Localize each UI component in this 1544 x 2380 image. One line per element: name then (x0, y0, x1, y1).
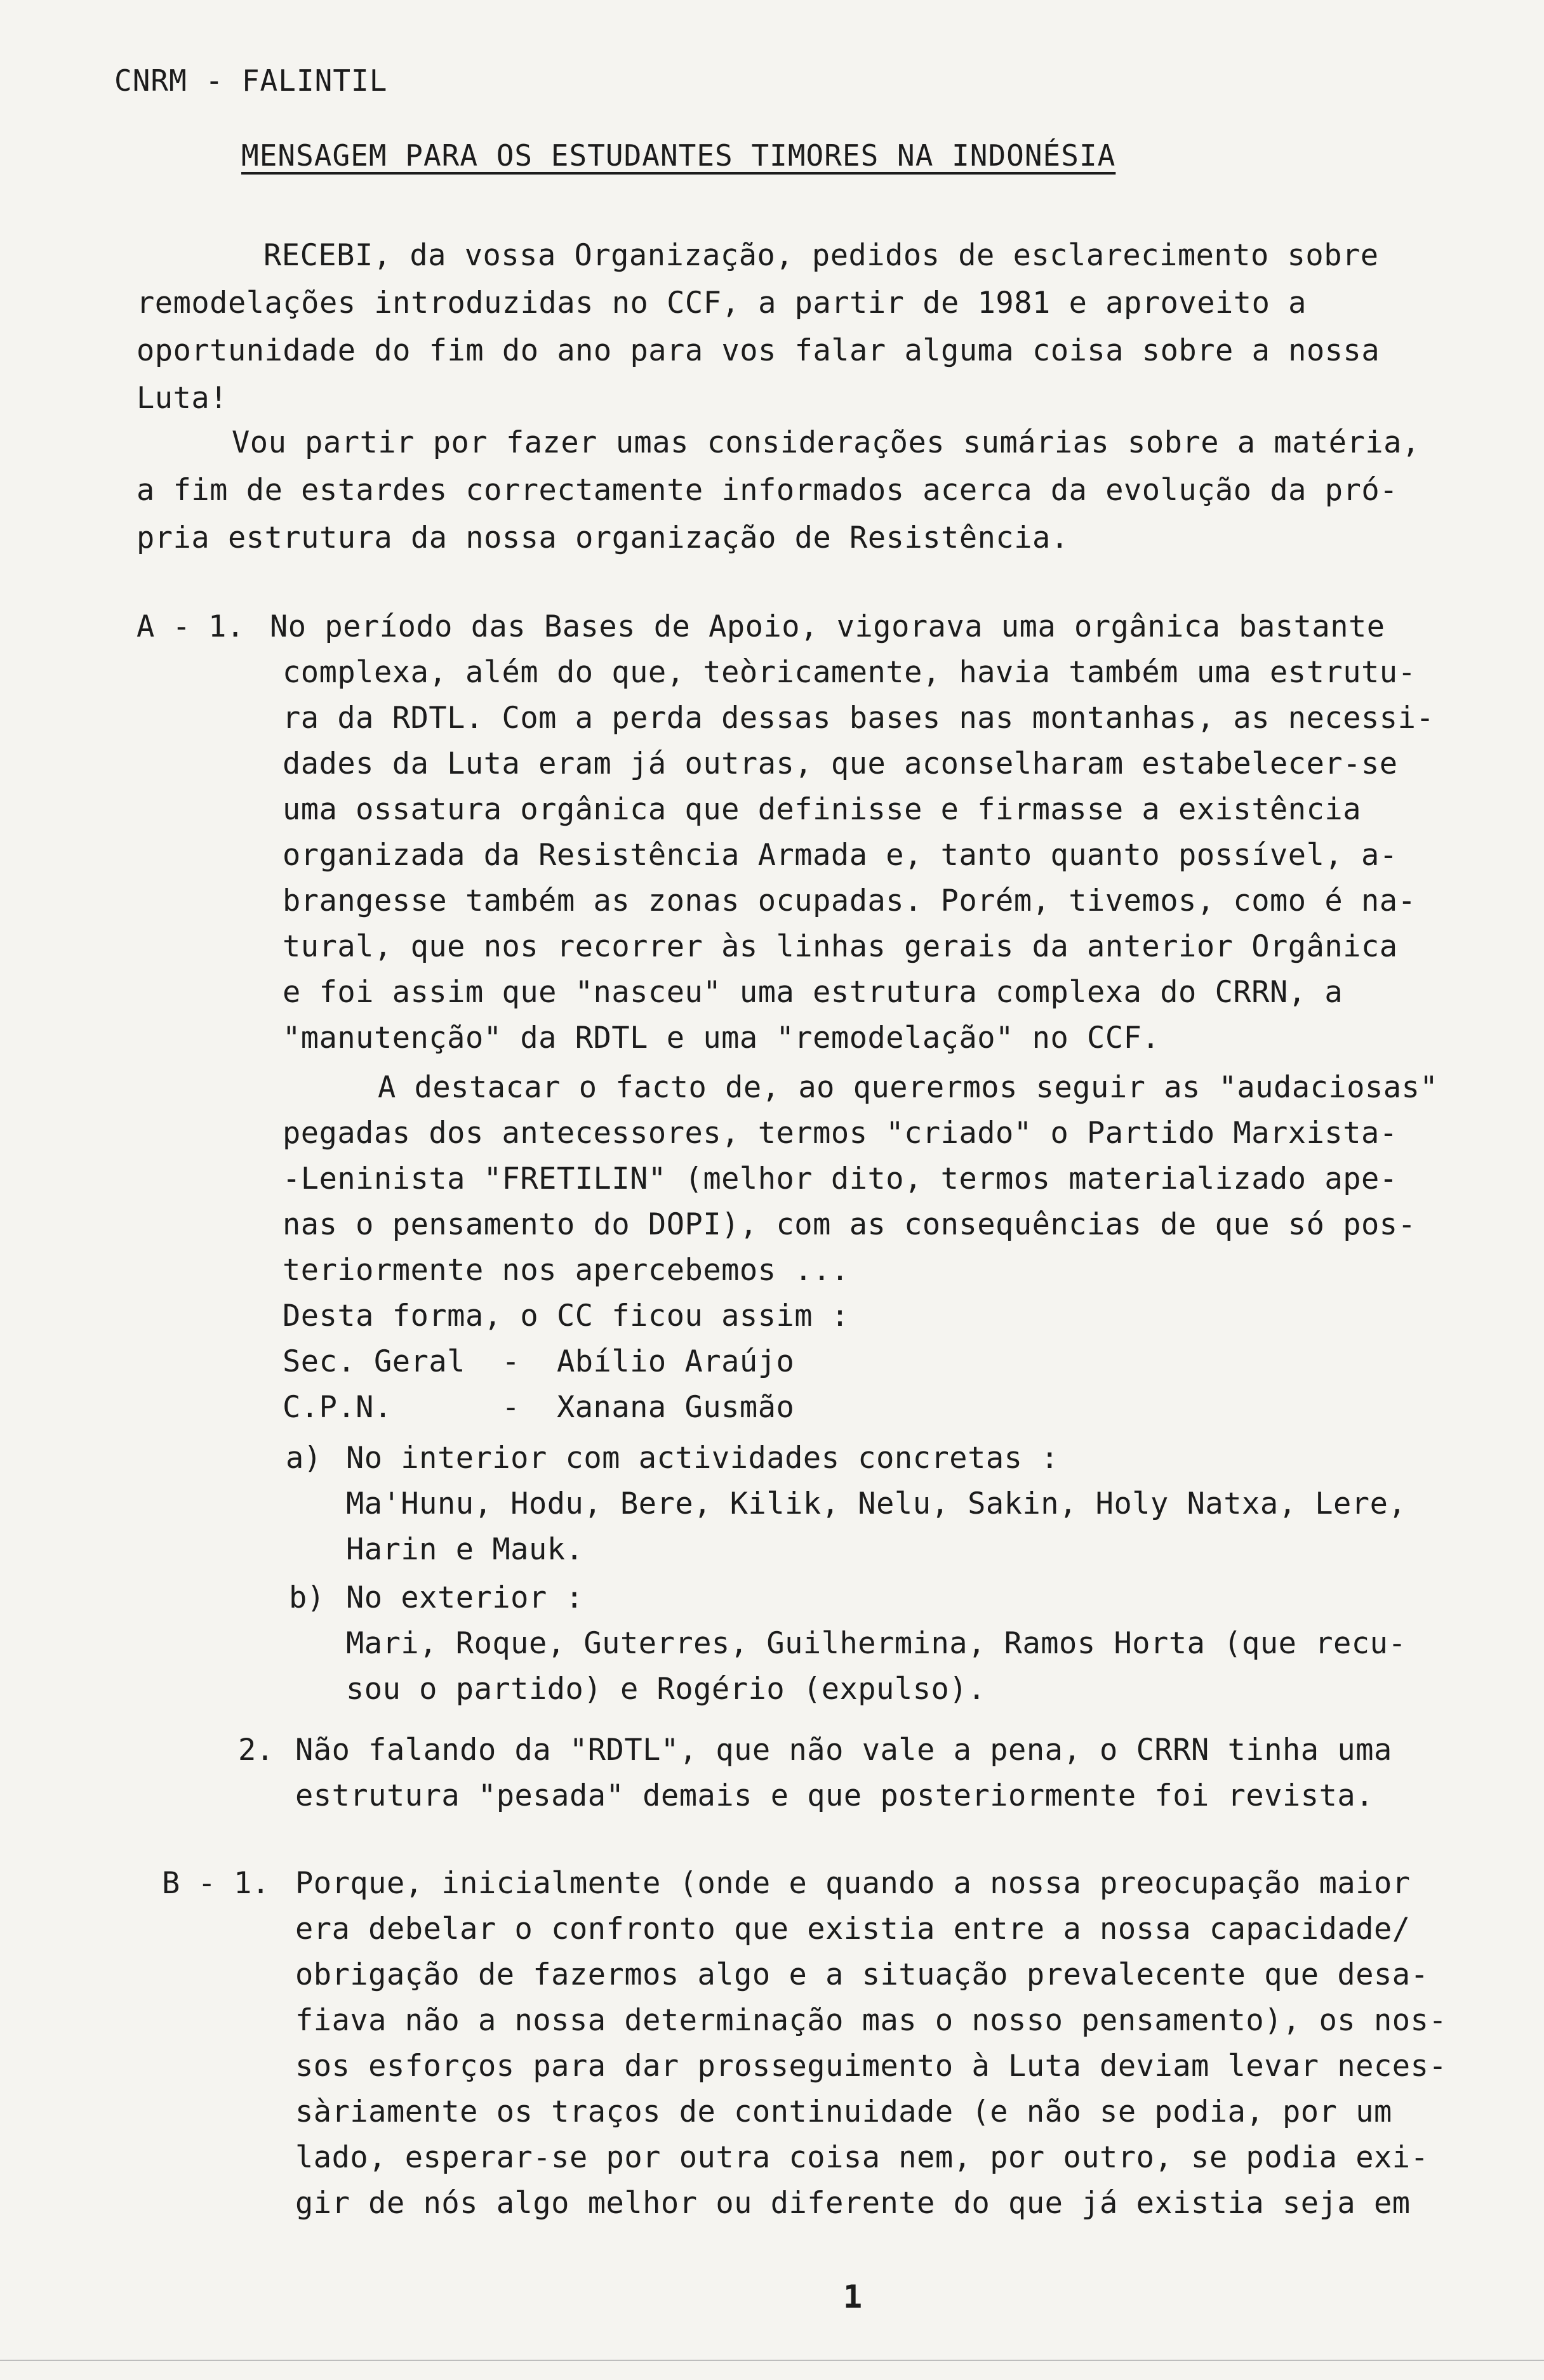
section-a-line: e foi assim que "nasceu" uma estrutura complexa do CRRN, a (283, 975, 1343, 1010)
intro-line: a fim de estardes correctamente informados acerca da evolução da pró- (136, 473, 1398, 508)
section-a-line: A destacar o facto de, ao querermos seguir as "audaciosas" (378, 1070, 1439, 1105)
section-a-line: complexa, além do que, teòricamente, havia também uma estrutu- (283, 655, 1416, 690)
item-b-label: b) (289, 1580, 325, 1615)
document-title: MENSAGEM PARA OS ESTUDANTES TIMORES NA INDONÉSIA (241, 138, 1116, 173)
section-a-line: uma ossatura orgânica que definisse e firmasse a existência (283, 792, 1361, 827)
section-a-line: brangesse também as zonas ocupadas. Porém, tivemos, como é na- (283, 883, 1416, 918)
section-a-line: Sec. Geral - Abílio Araújo (283, 1344, 795, 1379)
section-a-line: nas o pensamento do DOPI), com as consequências de que só pos- (283, 1207, 1416, 1242)
item-a-line: Ma'Hunu, Hodu, Bere, Kilik, Nelu, Sakin, Holy Natxa, Lere, (346, 1486, 1407, 1521)
intro-line: Luta! (136, 381, 228, 416)
document-header: CNRM - FALINTIL (114, 63, 388, 98)
section-a-label: A - 1. (136, 609, 244, 644)
page-number: 1 (843, 2278, 863, 2315)
intro-line: RECEBI, da vossa Organização, pedidos de esclarecimento sobre (263, 238, 1379, 273)
item-a-line: No interior com actividades concretas : (346, 1441, 1060, 1476)
section-a-line: ra da RDTL. Com a perda dessas bases nas montanhas, as necessi- (283, 701, 1435, 736)
item-a-label: a) (286, 1441, 322, 1476)
section-b-line: lado, esperar-se por outra coisa nem, por outro, se podia exi- (295, 2140, 1429, 2175)
intro-line: remodelações introduzidas no CCF, a partir de 1981 e aproveito a (136, 286, 1307, 321)
section-b-line: sos esforços para dar prosseguimento à Luta deviam levar neces- (295, 2049, 1447, 2084)
section-b-line: gir de nós algo melhor ou diferente do que já existia seja em (295, 2186, 1411, 2221)
section-b-label: B - 1. (162, 1866, 270, 1901)
item-a-line: Harin e Mauk. (346, 1532, 584, 1567)
item-2-line: estrutura "pesada" demais e que posteriormente foi revista. (295, 1778, 1374, 1813)
section-a-line: No período das Bases de Apoio, vigorava uma orgânica bastante (270, 609, 1385, 644)
section-b-line: era debelar o confronto que existia entre a nossa capacidade/ (295, 1912, 1411, 1947)
section-a-line: C.P.N. - Xanana Gusmão (283, 1390, 795, 1425)
section-a-line: dades da Luta eram já outras, que aconselharam estabelecer-se (283, 746, 1398, 781)
section-a-line: Desta forma, o CC ficou assim : (283, 1299, 849, 1333)
item-b-line: Mari, Roque, Guterres, Guilhermina, Ramos Horta (que recu- (346, 1626, 1407, 1661)
section-a-line: tural, que nos recorrer às linhas gerais da anterior Orgânica (283, 929, 1398, 964)
section-a-line: organizada da Resistência Armada e, tanto quanto possível, a- (283, 838, 1398, 873)
item-b-line: sou o partido) e Rogério (expulso). (346, 1672, 986, 1707)
item-b-line: No exterior : (346, 1580, 584, 1615)
bottom-rule (0, 2360, 1544, 2361)
section-b-line: fiava não a nossa determinação mas o nosso pensamento), os nos- (295, 2003, 1447, 2038)
item-2-label: 2. (238, 1733, 274, 1768)
intro-line: pria estrutura da nossa organização de Resistência. (136, 520, 1069, 555)
intro-line: oportunidade do fim do ano para vos falar alguma coisa sobre a nossa (136, 333, 1380, 368)
section-b-line: Porque, inicialmente (onde e quando a nossa preocupação maior (295, 1866, 1411, 1901)
section-a-line: pegadas dos antecessores, termos "criado" o Partido Marxista- (283, 1116, 1398, 1151)
intro-line: Vou partir por fazer umas considerações sumárias sobre a matéria, (232, 425, 1420, 460)
section-a-line: "manutenção" da RDTL e uma "remodelação" no CCF. (283, 1021, 1161, 1055)
section-a-line: teriormente nos apercebemos ... (283, 1253, 849, 1288)
section-b-line: obrigação de fazermos algo e a situação prevalecente que desa- (295, 1957, 1429, 1992)
section-b-line: sàriamente os traços de continuidade (e não se podia, por um (295, 2094, 1392, 2129)
item-2-line: Não falando da "RDTL", que não vale a pena, o CRRN tinha uma (295, 1733, 1392, 1768)
section-a-line: -Leninista "FRETILIN" (melhor dito, termos materializado ape- (283, 1161, 1398, 1196)
